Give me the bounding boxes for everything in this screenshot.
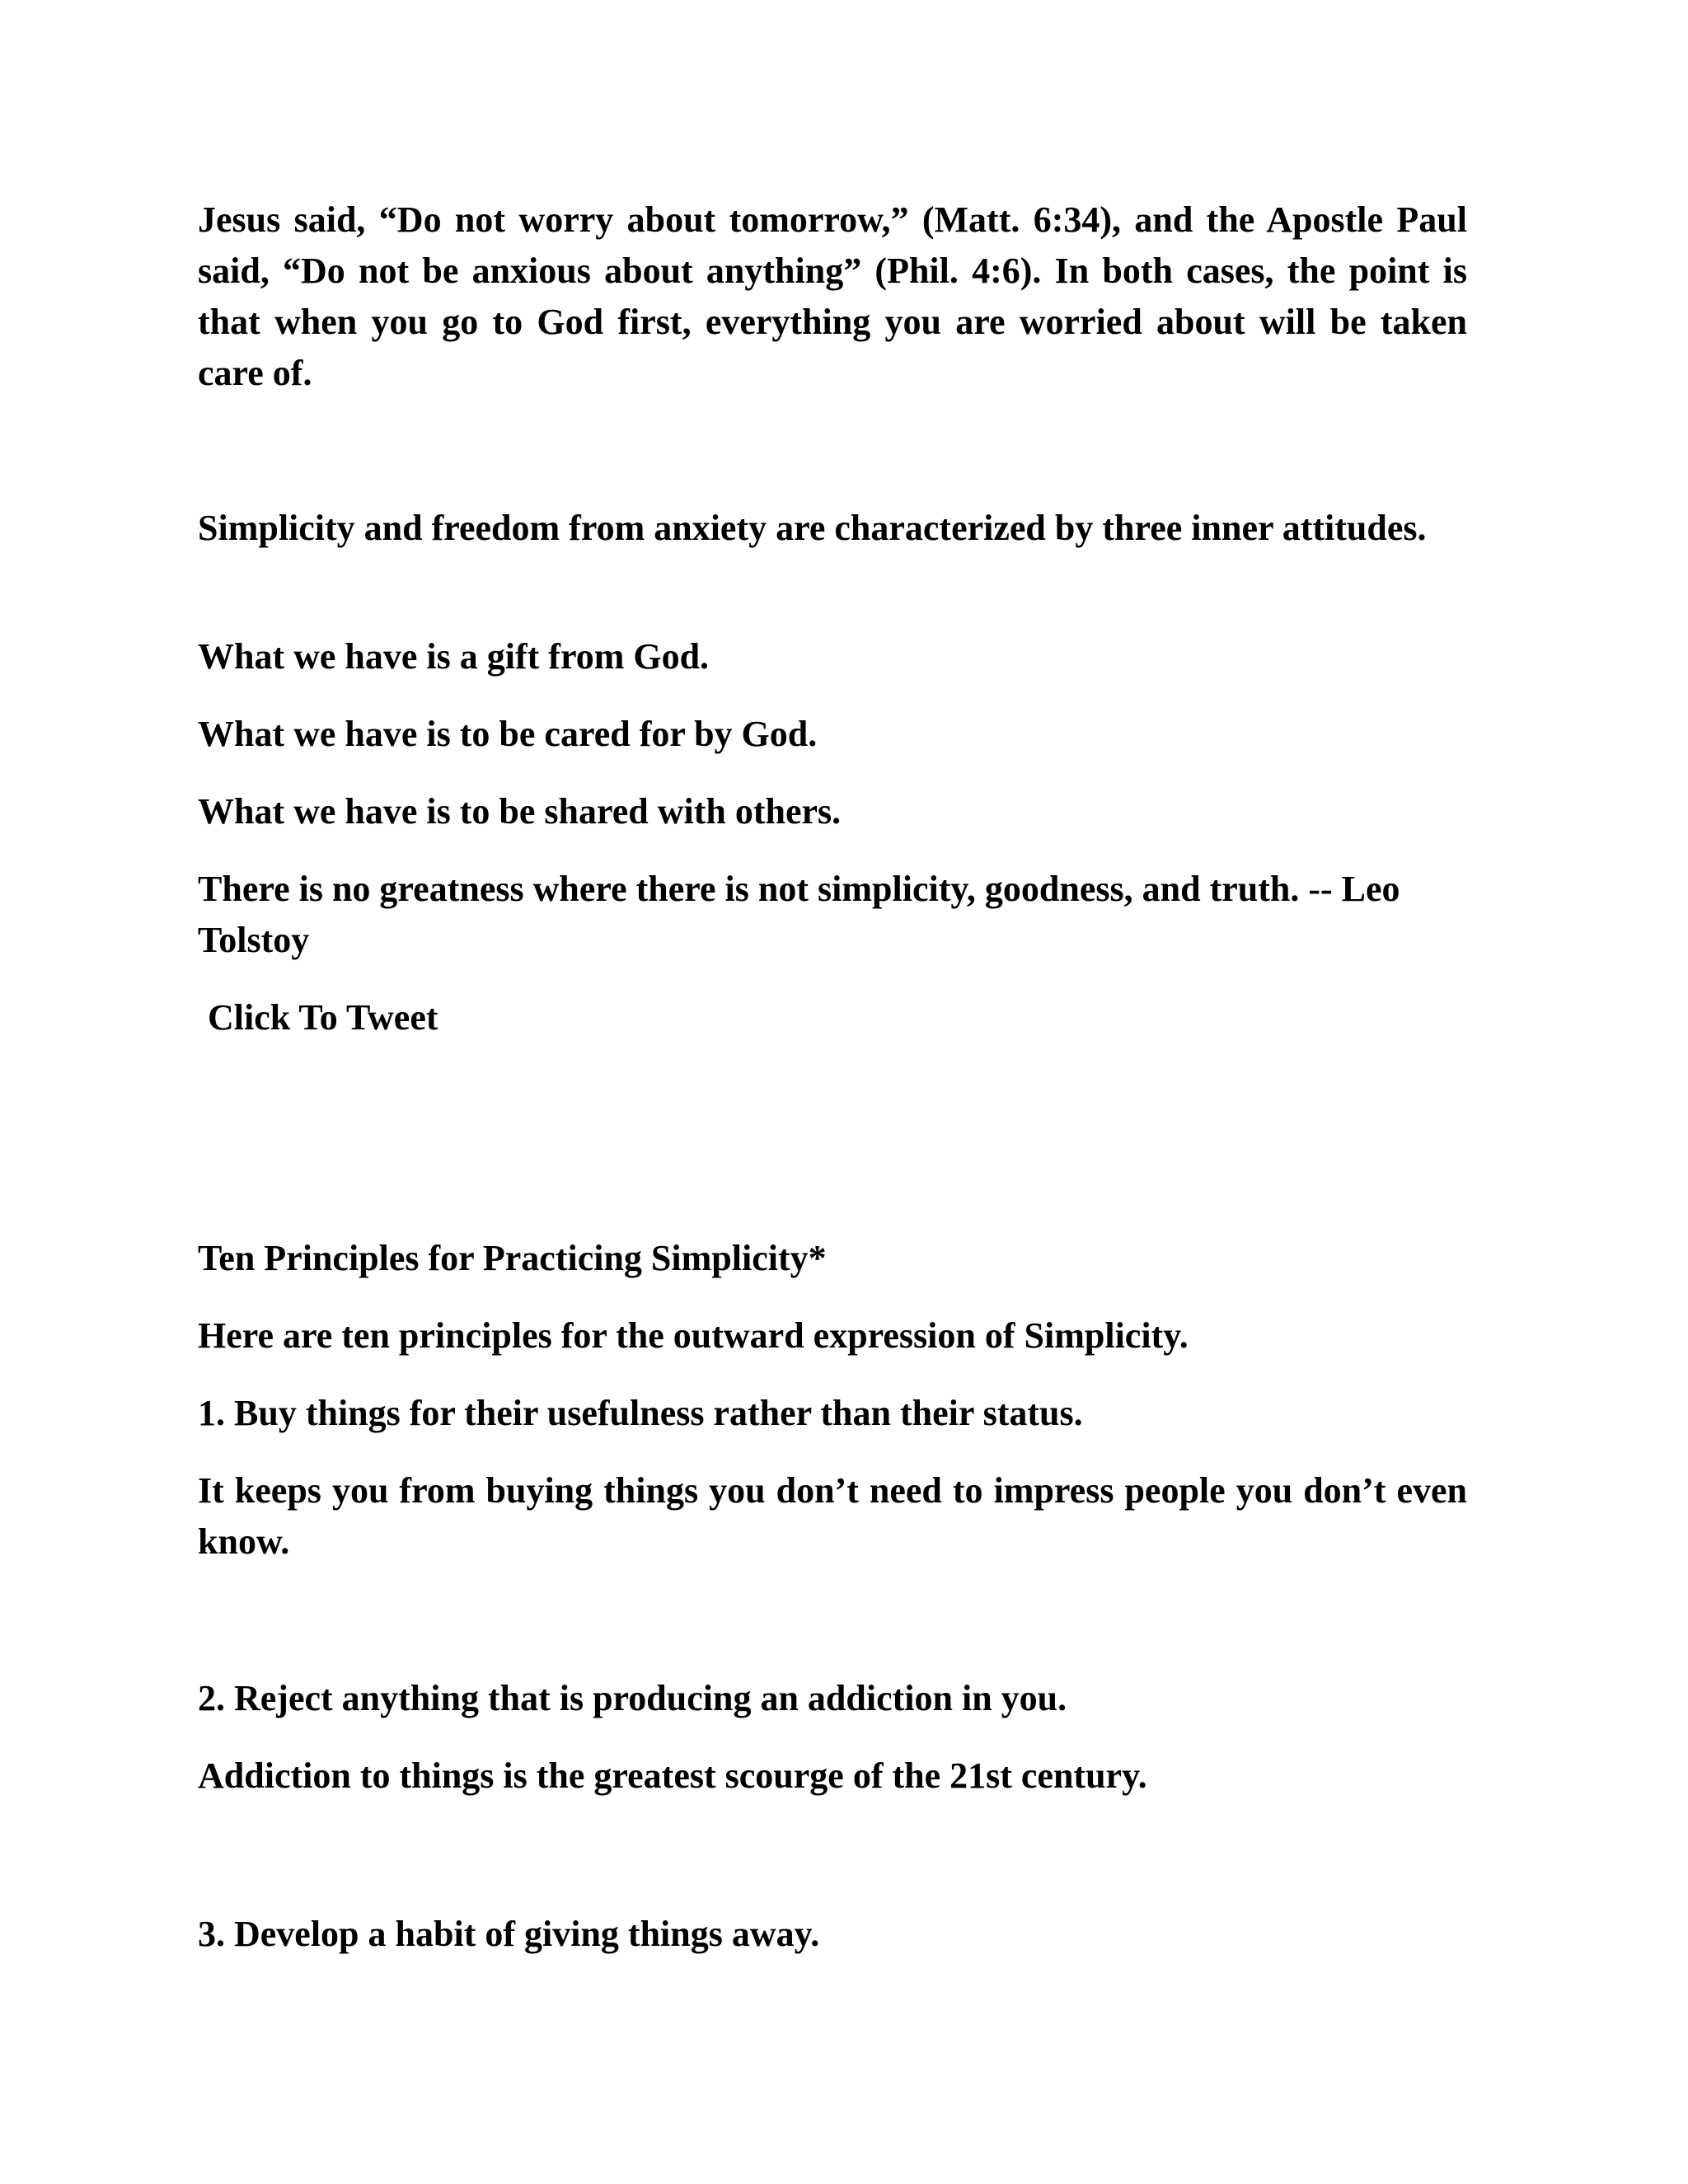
principle-1-text: It keeps you from buying things you don’t need to impress people you don’t even know. xyxy=(198,1470,1467,1562)
paragraph-worry-anxiety: Jesus said, “Do not worry about tomorrow,” (Matt. 6:34), and the Apostle Paul said, “Do not be anxious about anything” (Phil. 4:6). In both cases, the point is that when you go to God first, everything you are worried about will be taken care of. xyxy=(198,199,1467,393)
attitude-shared-with-others: What we have is to be shared with others. xyxy=(198,791,842,832)
paragraph-inner-attitudes: Simplicity and freedom from anxiety are characterized by three inner attitudes. xyxy=(198,508,1427,548)
attitude-gift-from-god: What we have is a gift from God. xyxy=(198,636,710,677)
principle-1-heading: 1. Buy things for their usefulness rather than their status. xyxy=(198,1393,1083,1433)
click-to-tweet-link[interactable]: Click To Tweet xyxy=(208,997,438,1038)
tolstoy-quote: There is no greatness where there is not simplicity, goodness, and truth. -- Leo Tolstoy xyxy=(198,869,1400,960)
attitude-cared-for-by-god: What we have is to be cared for by God. xyxy=(198,714,818,754)
principle-3-heading: 3. Develop a habit of giving things away. xyxy=(198,1914,820,1954)
principle-2-text: Addiction to things is the greatest scourge of the 21st century. xyxy=(198,1755,1147,1796)
principles-intro: Here are ten principles for the outward expression of Simplicity. xyxy=(198,1315,1189,1356)
section-heading-ten-principles: Ten Principles for Practicing Simplicity* xyxy=(198,1238,827,1278)
principle-2-heading: 2. Reject anything that is producing an addiction in you. xyxy=(198,1678,1067,1718)
